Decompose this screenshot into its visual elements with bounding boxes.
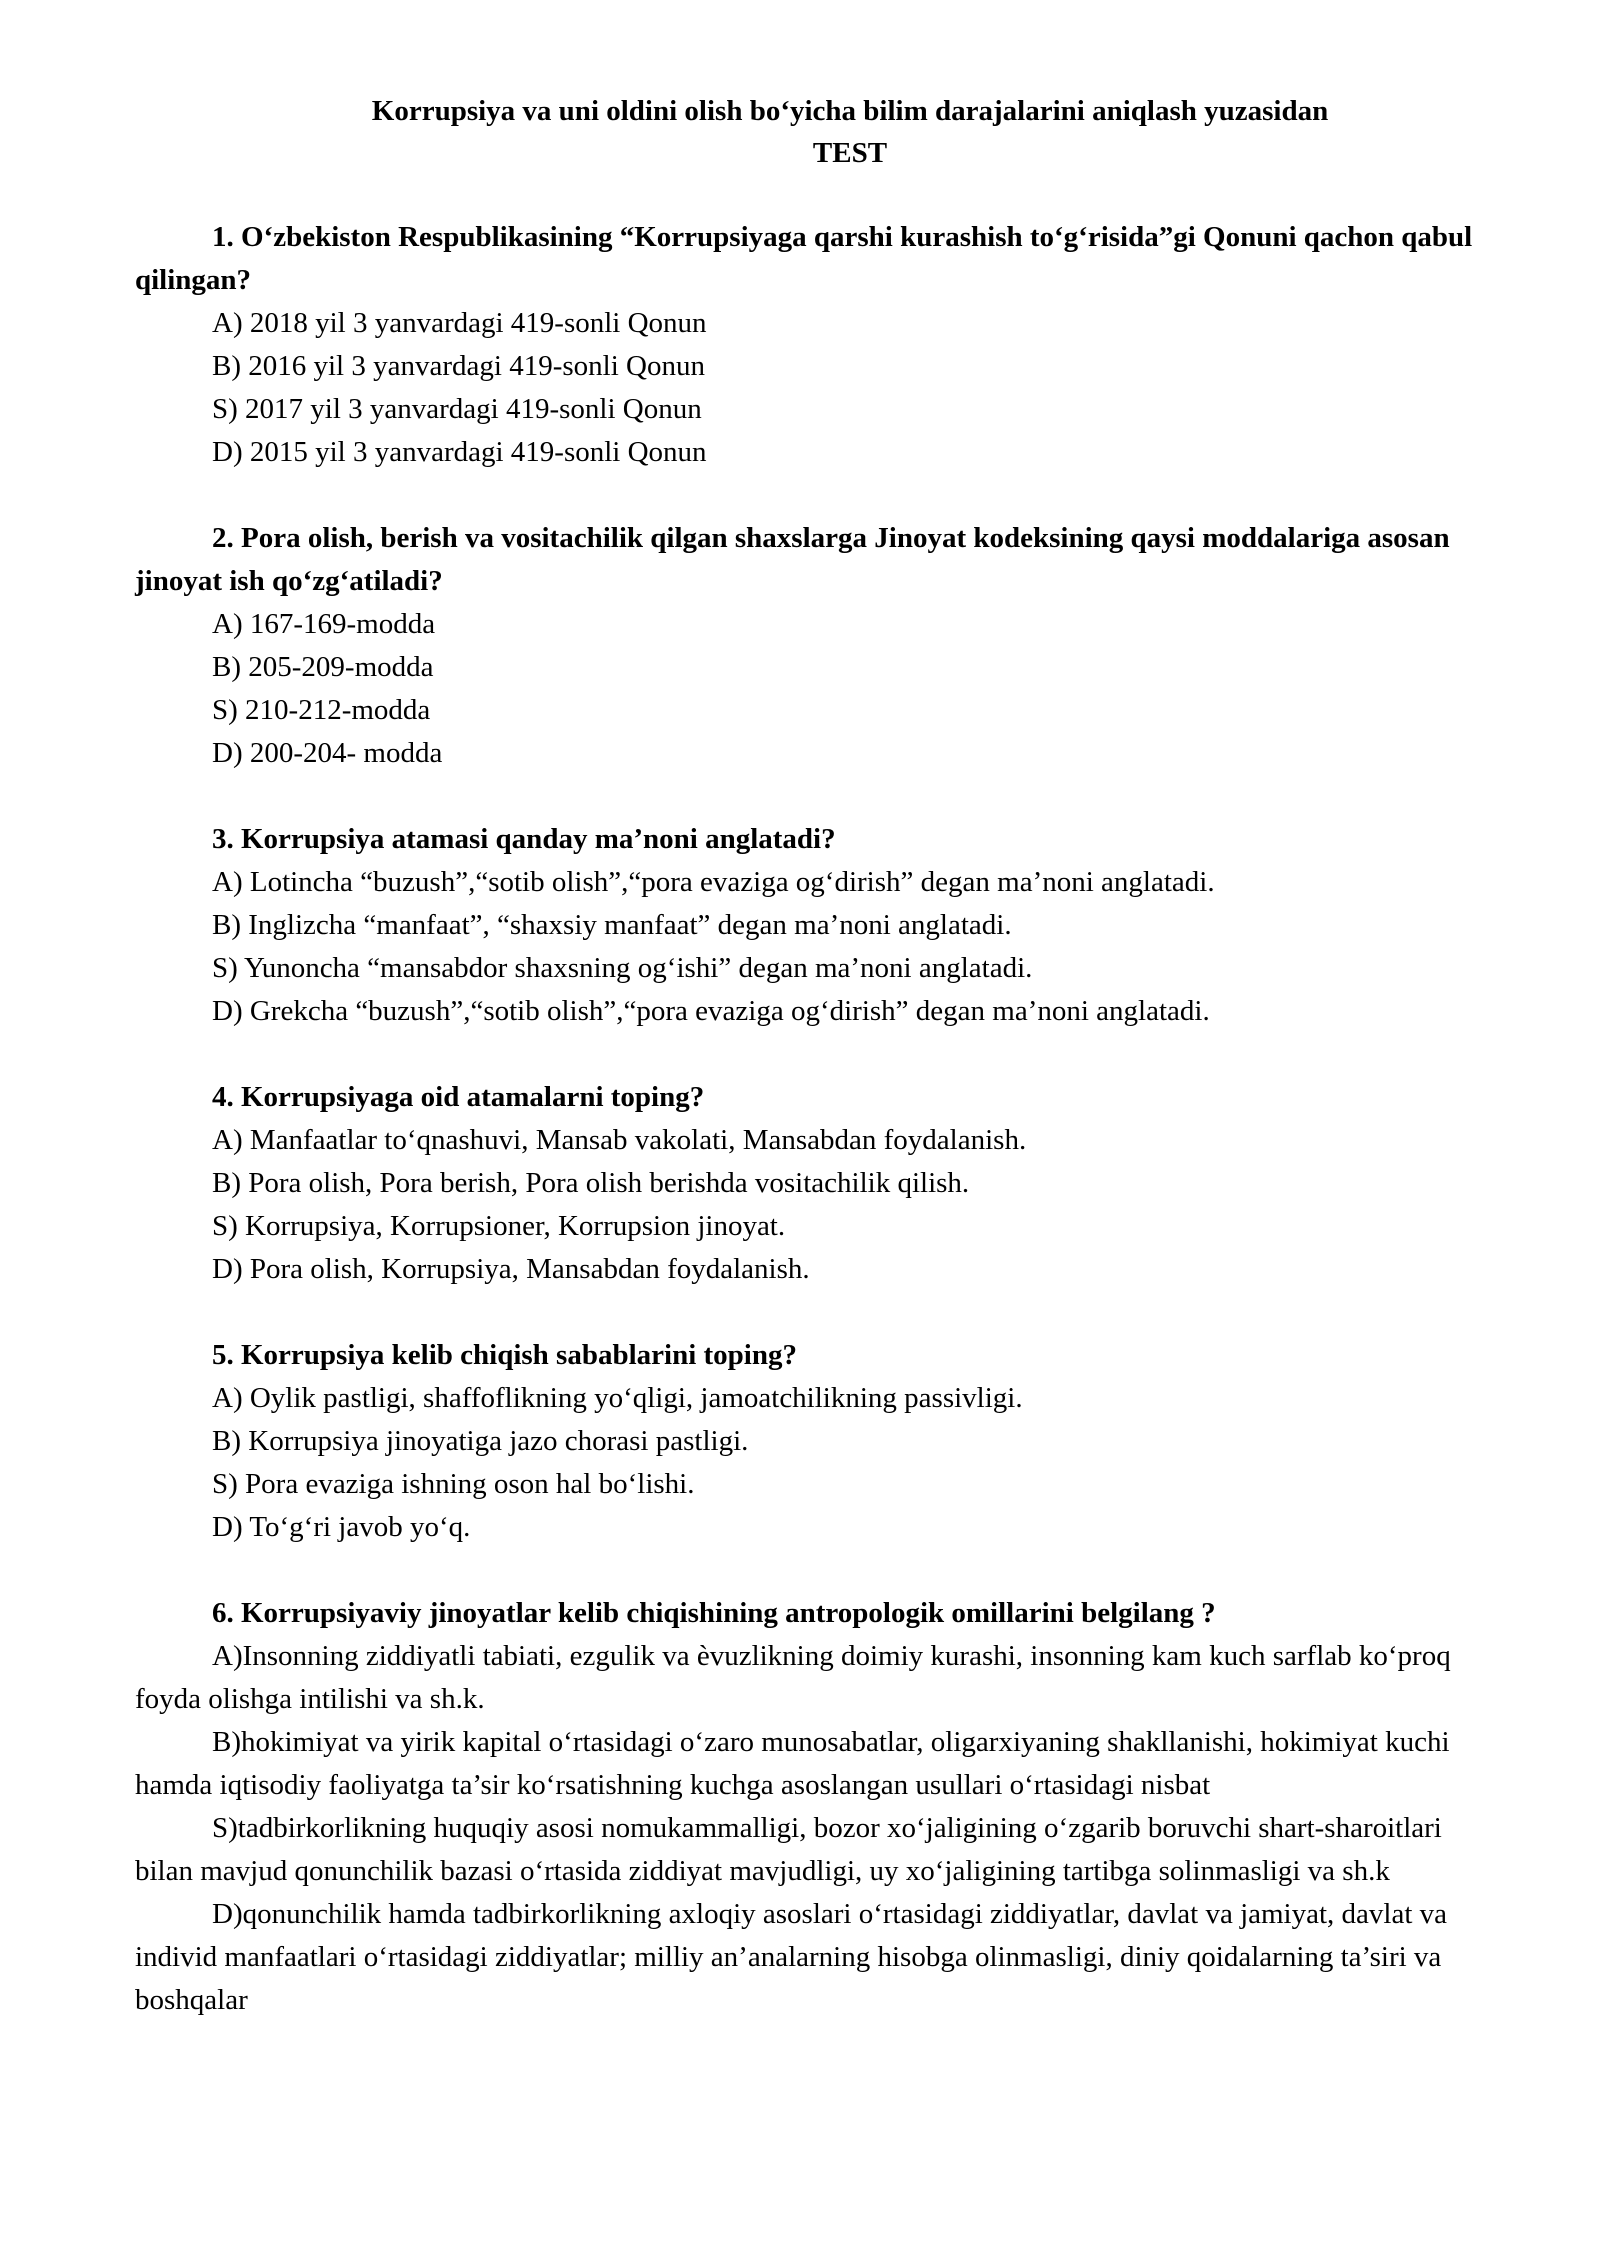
question-title: 3. Korrupsiya atamasi qanday ma’noni anglatadi? (212, 823, 836, 855)
answer-option-d: D) 200-204- modda (212, 737, 443, 769)
question-2 (135, 517, 1495, 775)
answer-option-a: A) Lotincha “buzush”,“sotib olish”,“pora evaziga og‘dirish” degan ma’noni anglatadi. (212, 866, 1215, 898)
answer-option-s: S) Pora evaziga ishning oson hal bo‘lishi. (212, 1468, 695, 1500)
question-4 (135, 1076, 1495, 1291)
question-3 (135, 818, 1495, 1033)
question-title: 2. Pora olish, berish va vositachilik qilgan shaxslarga Jinoyat kodeksining qaysi moddalariga asosan jinoyat ish qo‘zg‘atiladi? (135, 522, 1450, 597)
answer-option-a: A) 167-169-modda (212, 608, 436, 640)
answer-option-a: A) Manfaatlar to‘qnashuvi, Mansab vakolati, Mansabdan foydalanish. (212, 1124, 1027, 1156)
title-line-1: Korrupsiya va uni oldini olish bo‘yicha bilim darajalarini aniqlash yuzasidan (371, 95, 1329, 127)
question-title: 6. Korrupsiyaviy jinoyatlar kelib chiqishining antropologik omillarini belgilang ? (212, 1597, 1216, 1629)
answer-option-b: B) 2016 yil 3 yanvardagi 419-sonli Qonun (212, 350, 705, 382)
title-line-2: TEST (812, 137, 888, 169)
spacer (135, 174, 1495, 216)
answer-option-b: B) Pora olish, Pora berish, Pora olish berishda vositachilik qilish. (212, 1167, 970, 1199)
answer-option-a: A) 2018 yil 3 yanvardagi 419-sonli Qonun (212, 307, 707, 339)
answer-option-a: A)Insonning ziddiyatli tabiati, ezgulik va èvuzlikning doimiy kurashi, insonning kam kuch sarflab ko‘proq foyda olishga intilishi va sh.k. (135, 1640, 1451, 1715)
answer-option-s: S) 2017 yil 3 yanvardagi 419-sonli Qonun (212, 393, 702, 425)
question-6 (135, 1592, 1495, 2022)
answer-option-b: B) Korrupsiya jinoyatiga jazo chorasi pastligi. (212, 1425, 749, 1457)
answer-option-d: D) Pora olish, Korrupsiya, Mansabdan foydalanish. (212, 1253, 810, 1285)
spacer (135, 775, 1495, 818)
answer-option-d: D)qonunchilik hamda tadbirkorlikning axloqiy asoslari o‘rtasidagi ziddiyatlar, davlat va jamiyat, davlat va individ manfaatlari o‘rtasidagi ziddiyatlar; milliy an’analarning hisobga olinmasligi, diniy qoidalarning ta’siri va boshqalar (135, 1898, 1448, 2016)
spacer (135, 474, 1495, 517)
spacer (135, 1033, 1495, 1076)
question-title: 5. Korrupsiya kelib chiqish sabablarini toping? (212, 1339, 797, 1371)
answer-option-s: S)tadbirkorlikning huquqiy asosi nomukammalligi, bozor xo‘jaligining o‘zgarib boruvchi shart-sharoitlari bilan mavjud qonunchilik bazasi o‘rtasida ziddiyat mavjudligi, uy xo‘jaligining tartibga solinmasligi va sh.k (135, 1812, 1442, 1887)
question-title: 1. O‘zbekiston Respublikasining “Korrupsiyaga qarshi kurashish to‘g‘risida”gi Qonuni qachon qabul qilingan? (135, 221, 1473, 296)
answer-option-a: A) Oylik pastligi, shaffoflikning yo‘qligi, jamoatchilikning passivligi. (212, 1382, 1023, 1414)
answer-option-b: B) 205-209-modda (212, 651, 434, 683)
answer-option-d: D) 2015 yil 3 yanvardagi 419-sonli Qonun (212, 436, 707, 468)
document-title (135, 90, 1495, 174)
question-1 (135, 216, 1495, 474)
document-page (135, 90, 1495, 2022)
answer-option-d: D) To‘g‘ri javob yo‘q. (212, 1511, 471, 1543)
question-5 (135, 1334, 1495, 1549)
answer-option-s: S) Yunoncha “mansabdor shaxsning og‘ishi” degan ma’noni anglatadi. (212, 952, 1033, 984)
answer-option-b: B) Inglizcha “manfaat”, “shaxsiy manfaat” degan ma’noni anglatadi. (212, 909, 1012, 941)
answer-option-s: S) 210-212-modda (212, 694, 431, 726)
answer-option-s: S) Korrupsiya, Korrupsioner, Korrupsion jinoyat. (212, 1210, 786, 1242)
spacer (135, 1291, 1495, 1334)
question-title: 4. Korrupsiyaga oid atamalarni toping? (212, 1081, 705, 1113)
answer-option-d: D) Grekcha “buzush”,“sotib olish”,“pora evaziga og‘dirish” degan ma’noni anglatadi. (212, 995, 1210, 1027)
spacer (135, 1549, 1495, 1592)
answer-option-b: B)hokimiyat va yirik kapital o‘rtasidagi o‘zaro munosabatlar, oligarxiyaning shakllanishi, hokimiyat kuchi hamda iqtisodiy faoliyatga ta’sir ko‘rsatishning kuchga asoslangan usullari o‘rtasidagi nisbat (135, 1726, 1450, 1801)
